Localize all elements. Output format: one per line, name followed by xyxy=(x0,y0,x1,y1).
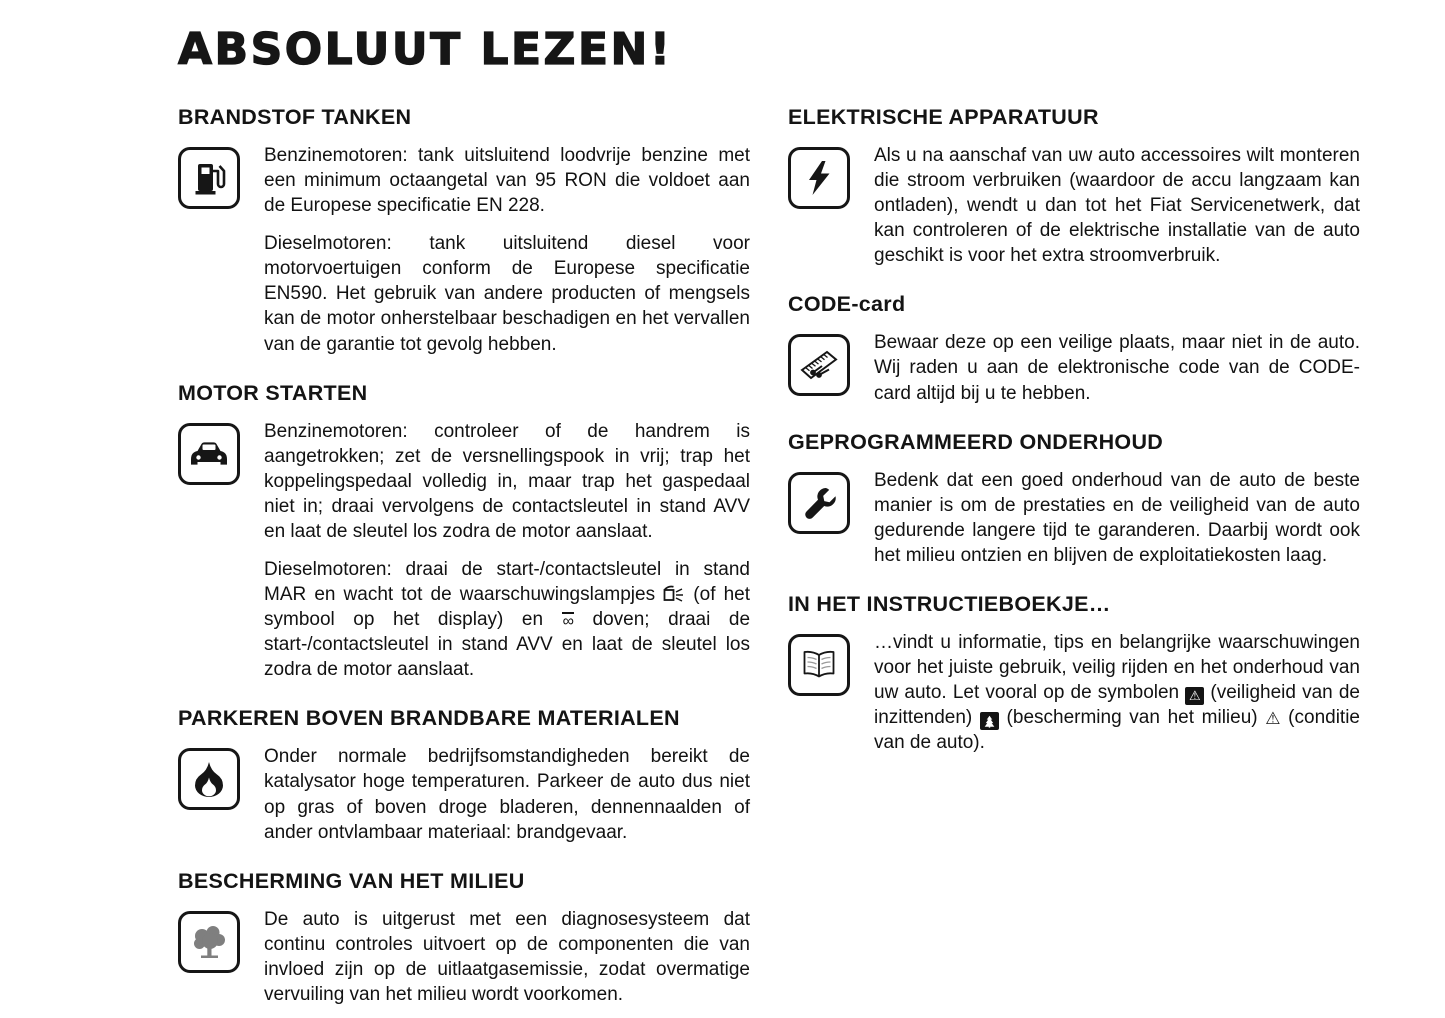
glow-plug-warning-icon: ∞ xyxy=(562,613,573,631)
section-text xyxy=(264,907,750,1007)
safety-triangle-glyph: ⚠ xyxy=(1188,688,1201,704)
section-heading: MOTOR STARTEN xyxy=(178,380,368,405)
paragraph: Bewaar deze op een veilige plaats, maar niet in de auto. Wij raden u aan de elektronische code van de CODE-card altijd bij u te hebben. xyxy=(874,332,1360,404)
paragraph: De auto is uitgerust met een diagnosesysteem dat continu controles uitvoert op de componenten die van invloed zijn op de uitlaatgasemissie, zodat overmatige vervuiling van het milieu wordt voorkomen. xyxy=(264,908,750,1005)
paragraph-text: (conditie van de auto). xyxy=(874,707,1360,754)
section-text xyxy=(874,468,1360,568)
paragraph xyxy=(264,557,750,682)
paragraph-text: (bescherming van het milieu) xyxy=(998,707,1266,729)
section-text xyxy=(264,744,750,844)
paragraph: Bedenk dat een goed onderhoud van de auto de beste manier is om de prestaties en de veiligheid van de auto gedurende langere tijd te garanderen. Daarbij wordt ook het milieu ontzien en blijven de exploitatiekosten laag. xyxy=(874,469,1360,566)
section-elektrische-apparatuur xyxy=(788,105,1360,268)
wrench-icon xyxy=(788,472,850,534)
lightning-bolt-icon xyxy=(788,147,850,209)
paragraph: Benzinemotoren: tank uitsluitend loodvrije benzine met een minimum octaangetal van 95 RON die voldoet aan de Europese specificatie EN 228. xyxy=(264,145,750,217)
page-title: ABSOLUUT LEZEN! xyxy=(178,24,673,75)
vehicle-condition-icon: ⚠ xyxy=(1265,709,1281,729)
section-text xyxy=(874,330,1360,405)
section-heading: PARKEREN BOVEN BRANDBARE MATERIALEN xyxy=(178,706,680,731)
section-parkeren-brandbare-materialen xyxy=(178,706,750,844)
section-heading: CODE-card xyxy=(788,292,906,317)
tree-icon xyxy=(178,911,240,973)
code-card-keys-icon xyxy=(788,334,850,396)
section-heading: IN HET INSTRUCTIEBOEKJE… xyxy=(788,591,1111,616)
fuel-system-warning-icon xyxy=(663,585,685,602)
section-instructieboekje xyxy=(788,592,1360,755)
flame-icon xyxy=(178,748,240,810)
occupant-safety-icon xyxy=(1185,687,1204,705)
section-brandstof-tanken xyxy=(178,105,750,357)
paragraph-text: …vindt u informatie, tips en belangrijke waarschuwingen voor het juiste gebruik, veilig rijden en het onderhoud van uw auto. Let vooral op de symbolen xyxy=(874,631,1360,704)
paragraph: Als u na aanschaf van uw auto accessoires wilt monteren die stroom verbruiken (waardoor de accu langzaam kan ontladen), wendt u dan tot het Fiat Servicenetwerk, dat kan controleren of de elektrische installatie van de auto geschikt is voor het extra stroomverbruik. xyxy=(874,145,1360,267)
section-text xyxy=(874,630,1360,755)
fuel-pump-icon xyxy=(178,147,240,209)
section-heading: ELEKTRISCHE APPARATUUR xyxy=(788,105,1099,129)
left-column xyxy=(178,105,750,1018)
right-column xyxy=(788,105,1360,1018)
section-text xyxy=(264,143,750,357)
car-icon xyxy=(178,423,240,485)
paragraph-text: Dieselmotoren: draai de start-/contactsleutel in stand MAR en wacht tot de waarschuwingslampjes xyxy=(264,559,750,606)
paragraph: Dieselmotoren: tank uitsluitend diesel voor motorvoertuigen conform de Europese specificatie EN590. Het gebruik van andere producten of mengsels kan de motor onherstelbaar beschadigen en het vervallen van de garantie tot gevolg hebben. xyxy=(264,233,750,355)
paragraph: Onder normale bedrijfsomstandigheden bereikt de katalysator hoge temperaturen. Parkeer de auto dus niet op gras of boven droge bladeren, dennennaalden of ander ontvlambaar materiaal: brandgevaar. xyxy=(264,746,750,843)
environment-protection-icon xyxy=(980,712,999,730)
section-geprogrammeerd-onderhoud xyxy=(788,430,1360,568)
two-column-layout xyxy=(178,105,1360,1018)
paragraph: Benzinemotoren: controleer of de handrem is aangetrokken; zet de versnellingspook in vrij; trap het koppelingspedaal volledig in, maar trap het gaspedaal niet in; draai vervolgens de contactsleutel in stand AVV en laat de sleutel los zodra de motor aanslaat. xyxy=(264,420,750,542)
section-motor-starten xyxy=(178,381,750,683)
section-bescherming-milieu xyxy=(178,869,750,1007)
section-text xyxy=(874,143,1360,268)
section-code-card xyxy=(788,292,1360,405)
section-heading: BRANDSTOF TANKEN xyxy=(178,105,412,129)
paragraph-text: doven; draai de start-/contactsleutel in stand AVV en laat de sleutel los zodra de motor aanslaat. xyxy=(264,609,751,681)
open-book-icon xyxy=(788,634,850,696)
section-text xyxy=(264,419,750,683)
section-heading: GEPROGRAMMEERD ONDERHOUD xyxy=(788,429,1164,454)
paragraph-text: (veiligheid van de inzittenden) xyxy=(874,682,1360,729)
section-heading: BESCHERMING VAN HET MILIEU xyxy=(178,868,525,893)
paragraph xyxy=(874,630,1360,755)
paragraph-text: (of het symbool op het display) en xyxy=(264,584,750,631)
